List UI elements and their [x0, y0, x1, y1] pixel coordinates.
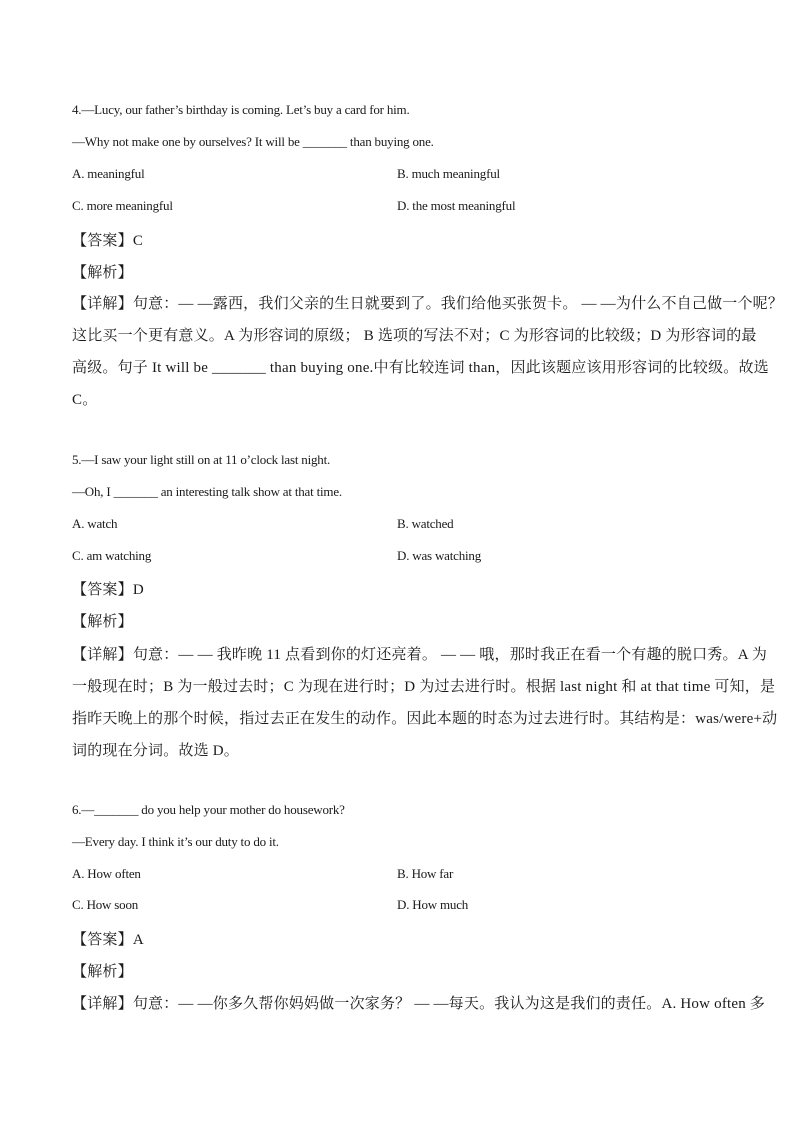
detail-line: 词的现在分词。故选 D。 [72, 743, 239, 759]
question-stem: 4.—Lucy, our father’s birthday is coming. Let’s buy a card for him. [72, 102, 410, 117]
analysis-tag: 【解析】 [72, 614, 133, 630]
answer-line [72, 928, 144, 949]
detail-line [72, 292, 783, 313]
question-stem: 5.—I saw your light still on at 11 o’clock last night. [72, 452, 331, 467]
answer-tag: 【答案】 [72, 582, 133, 598]
answer-value: D [132, 582, 144, 598]
option-a: A. watch [72, 516, 118, 531]
answer-tag: 【答案】 [72, 233, 133, 249]
detail-text: 句意：— — 我昨晚 11 点看到你的灯还亮着。 — — 哦，那时我正在看一个有趣的脱口秀。A 为 [132, 647, 768, 663]
option-a: A. How often [72, 866, 141, 881]
detail-line: C。 [72, 392, 98, 408]
answer-value: C [132, 233, 144, 249]
option-a: A. meaningful [72, 166, 145, 181]
answer-line [72, 229, 143, 250]
question-reply: —Why not make one by ourselves? It will be _______ than buying one. [72, 134, 434, 149]
detail-line [72, 643, 767, 664]
detail-line: 高级。句子 It will be _______ than buying one.中有比较连词 than，因此该题应该用形容词的比较级。故选 [72, 360, 769, 376]
option-b: B. How far [397, 866, 454, 881]
detail-line: 这比买一个更有意义。A 为形容词的原级； B 选项的写法不对；C 为形容词的比较级；D 为形容词的最 [72, 328, 757, 344]
option-d: D. the most meaningful [397, 198, 516, 213]
answer-line [72, 578, 144, 599]
option-b: B. watched [397, 516, 454, 531]
detail-tag: 【详解】 [72, 296, 133, 312]
detail-text: 句意：— —露西，我们父亲的生日就要到了。我们给他买张贺卡。 — —为什么不自己做一个呢？ [132, 296, 784, 312]
question-stem: 6.—_______ do you help your mother do housework? [72, 802, 345, 817]
detail-tag: 【详解】 [72, 647, 133, 663]
option-d: D. How much [397, 897, 469, 912]
option-b: B. much meaningful [397, 166, 500, 181]
option-c: C. am watching [72, 548, 152, 563]
detail-line: 指昨天晚上的那个时候，指过去正在发生的动作。因此本题的时态为过去进行时。其结构是：was/were+动 [72, 711, 778, 727]
detail-tag: 【详解】 [72, 996, 133, 1012]
answer-value: A [132, 932, 144, 948]
option-c: C. more meaningful [72, 198, 173, 213]
analysis-tag: 【解析】 [72, 265, 133, 281]
answer-tag: 【答案】 [72, 932, 133, 948]
detail-line [72, 992, 765, 1013]
option-c: C. How soon [72, 897, 139, 912]
detail-text: 句意：— —你多久帮你妈妈做一次家务？ — —每天。我认为这是我们的责任。A. How often 多 [132, 996, 766, 1012]
question-reply: —Every day. I think it’s our duty to do it. [72, 834, 279, 849]
analysis-tag: 【解析】 [72, 964, 133, 980]
detail-line: 一般现在时；B 为一般过去时；C 为现在进行时；D 为过去进行时。根据 last night 和 at that time 可知，是 [72, 679, 776, 695]
option-d: D. was watching [397, 548, 482, 563]
question-reply: —Oh, I _______ an interesting talk show at that time. [72, 484, 342, 499]
